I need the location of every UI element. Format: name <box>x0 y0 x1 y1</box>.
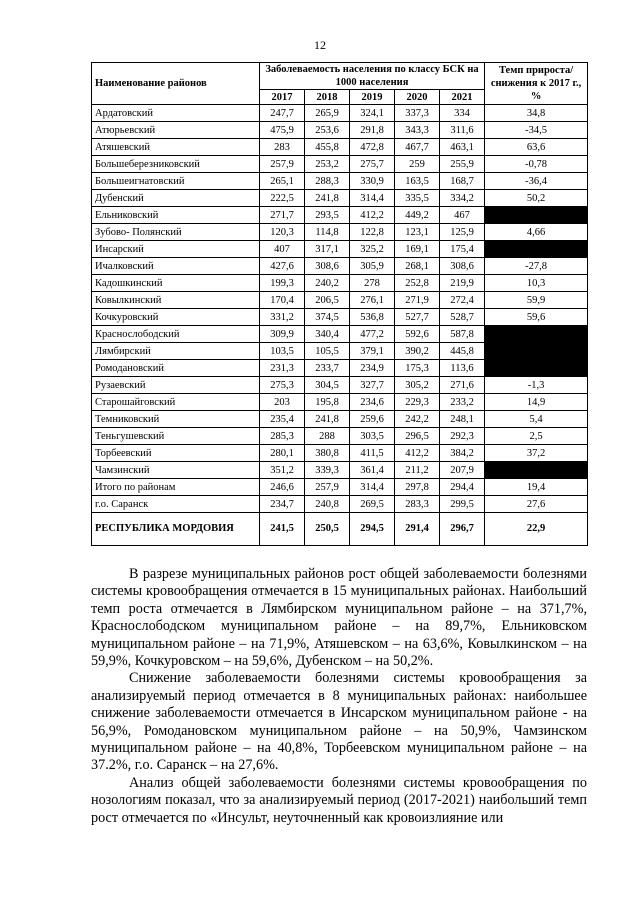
value-cell: 467,7 <box>395 139 440 156</box>
value-cell: 305,2 <box>395 377 440 394</box>
value-cell: 234,7 <box>260 496 305 513</box>
table-row <box>92 275 588 292</box>
rate-cell-blank <box>485 207 588 224</box>
value-cell: 304,5 <box>305 377 350 394</box>
value-cell: 123,1 <box>395 224 440 241</box>
value-cell: 113,6 <box>440 360 485 377</box>
rate-cell-blank <box>485 360 588 377</box>
value-cell: 311,6 <box>440 122 485 139</box>
district-name-cell: Торбеевский <box>92 445 260 462</box>
total-rate-cell: 22,9 <box>485 513 588 546</box>
table-row <box>92 173 588 190</box>
value-cell: 472,8 <box>350 139 395 156</box>
value-cell: 125,9 <box>440 224 485 241</box>
district-name-cell: Ельниковский <box>92 207 260 224</box>
value-cell: 477,2 <box>350 326 395 343</box>
table-row <box>92 462 588 479</box>
value-cell: 241,8 <box>305 411 350 428</box>
paragraph: Анализ общей заболеваемости болезнями системы кровообращения по нозологиям показал, что за анализируемый период (2017-2021) наибольший темп рост отмечается по «Инсульт, неуточненный как кровоизлияние или <box>91 774 587 826</box>
value-cell: 334 <box>440 105 485 122</box>
value-cell: 206,5 <box>305 292 350 309</box>
value-cell: 203 <box>260 394 305 411</box>
district-name-cell: Зубово- Полянский <box>92 224 260 241</box>
district-name-cell: Теньгушевский <box>92 428 260 445</box>
rate-cell-blank <box>485 326 588 343</box>
district-name-cell: Большеберезниковский <box>92 156 260 173</box>
value-cell: 317,1 <box>305 241 350 258</box>
value-cell: 343,3 <box>395 122 440 139</box>
district-name-cell: Кочкуровский <box>92 309 260 326</box>
table-row <box>92 496 588 513</box>
value-cell: 412,2 <box>350 207 395 224</box>
paragraph: В разрезе муниципальных районов рост общей заболеваемости болезнями системы кровообращения отмечается в 15 муниципальных районах. Наибольший темп роста отмечается в Лямбирском муниципальном районе – на 371,7%, Краснослободском муниципальном районе – на 89,7%, Ельниковском муниципальном районе – на 71,9%, Атяшевском – на 63,6%, Ковылкинском – на 59,9%, Кочкуровском – на 59,6%, Дубенском – на 50,2%. <box>91 566 587 670</box>
value-cell: 265,9 <box>305 105 350 122</box>
value-cell: 288,3 <box>305 173 350 190</box>
header-morbidity-group: Заболеваемость населения по классу БСК на 1000 населения <box>260 63 485 90</box>
rate-cell: -34,5 <box>485 122 588 139</box>
table-row <box>92 139 588 156</box>
value-cell: 240,2 <box>305 275 350 292</box>
total-value-cell: 294,5 <box>350 513 395 546</box>
district-name-cell: Темниковский <box>92 411 260 428</box>
header-year: 2020 <box>395 90 440 105</box>
value-cell: 305,9 <box>350 258 395 275</box>
value-cell: 340,4 <box>305 326 350 343</box>
value-cell: 259,6 <box>350 411 395 428</box>
table-row <box>92 207 588 224</box>
district-name-cell: Атяшевский <box>92 139 260 156</box>
value-cell: 314,4 <box>350 190 395 207</box>
value-cell: 170,4 <box>260 292 305 309</box>
value-cell: 175,4 <box>440 241 485 258</box>
value-cell: 234,6 <box>350 394 395 411</box>
value-cell: 120,3 <box>260 224 305 241</box>
value-cell: 475,9 <box>260 122 305 139</box>
header-year: 2017 <box>260 90 305 105</box>
table-row <box>92 479 588 496</box>
value-cell: 390,2 <box>395 343 440 360</box>
table-row <box>92 224 588 241</box>
rate-cell: 19,4 <box>485 479 588 496</box>
district-name-cell: Большеигнатовский <box>92 173 260 190</box>
value-cell: 528,7 <box>440 309 485 326</box>
header-year: 2019 <box>350 90 395 105</box>
rate-cell: -0,78 <box>485 156 588 173</box>
value-cell: 169,1 <box>395 241 440 258</box>
value-cell: 105,5 <box>305 343 350 360</box>
value-cell: 246,6 <box>260 479 305 496</box>
value-cell: 361,4 <box>350 462 395 479</box>
value-cell: 339,3 <box>305 462 350 479</box>
value-cell: 199,3 <box>260 275 305 292</box>
value-cell: 303,5 <box>350 428 395 445</box>
rate-cell: 50,2 <box>485 190 588 207</box>
rate-cell: -1,3 <box>485 377 588 394</box>
value-cell: 412,2 <box>395 445 440 462</box>
rate-cell: 59,9 <box>485 292 588 309</box>
value-cell: 297,8 <box>395 479 440 496</box>
value-cell: 384,2 <box>440 445 485 462</box>
value-cell: 253,6 <box>305 122 350 139</box>
value-cell: 335,5 <box>395 190 440 207</box>
district-name-cell: Ичалковский <box>92 258 260 275</box>
value-cell: 269,5 <box>350 496 395 513</box>
header-year: 2021 <box>440 90 485 105</box>
table-row <box>92 309 588 326</box>
value-cell: 276,1 <box>350 292 395 309</box>
value-cell: 314,4 <box>350 479 395 496</box>
value-cell: 463,1 <box>440 139 485 156</box>
value-cell: 334,2 <box>440 190 485 207</box>
value-cell: 248,1 <box>440 411 485 428</box>
value-cell: 233,2 <box>440 394 485 411</box>
value-cell: 467 <box>440 207 485 224</box>
value-cell: 592,6 <box>395 326 440 343</box>
table-row <box>92 156 588 173</box>
total-value-cell: 296,7 <box>440 513 485 546</box>
table-row <box>92 190 588 207</box>
value-cell: 309,9 <box>260 326 305 343</box>
value-cell: 536,8 <box>350 309 395 326</box>
value-cell: 229,3 <box>395 394 440 411</box>
total-value-cell: 241,5 <box>260 513 305 546</box>
table-row <box>92 411 588 428</box>
value-cell: 285,3 <box>260 428 305 445</box>
table-row <box>92 105 588 122</box>
rate-cell: -27,8 <box>485 258 588 275</box>
table-row <box>92 326 588 343</box>
value-cell: 247,7 <box>260 105 305 122</box>
value-cell: 271,9 <box>395 292 440 309</box>
value-cell: 337,3 <box>395 105 440 122</box>
value-cell: 103,5 <box>260 343 305 360</box>
table-body <box>92 105 588 546</box>
district-name-cell: Ардатовский <box>92 105 260 122</box>
rate-cell: 4,66 <box>485 224 588 241</box>
table-row <box>92 428 588 445</box>
value-cell: 272,4 <box>440 292 485 309</box>
table-row <box>92 394 588 411</box>
district-name-cell: г.о. Саранск <box>92 496 260 513</box>
value-cell: 527,7 <box>395 309 440 326</box>
value-cell: 252,8 <box>395 275 440 292</box>
value-cell: 255,9 <box>440 156 485 173</box>
value-cell: 265,1 <box>260 173 305 190</box>
value-cell: 283 <box>260 139 305 156</box>
value-cell: 271,6 <box>440 377 485 394</box>
value-cell: 308,6 <box>440 258 485 275</box>
value-cell: 114,8 <box>305 224 350 241</box>
value-cell: 175,3 <box>395 360 440 377</box>
value-cell: 293,5 <box>305 207 350 224</box>
value-cell: 271,7 <box>260 207 305 224</box>
value-cell: 257,9 <box>260 156 305 173</box>
value-cell: 240,8 <box>305 496 350 513</box>
value-cell: 283,3 <box>395 496 440 513</box>
rate-cell: -36,4 <box>485 173 588 190</box>
value-cell: 242,2 <box>395 411 440 428</box>
district-name-cell: Атюрьевский <box>92 122 260 139</box>
table-row <box>92 360 588 377</box>
rate-cell-blank <box>485 343 588 360</box>
district-name-cell: Чамзинский <box>92 462 260 479</box>
value-cell: 407 <box>260 241 305 258</box>
table-row <box>92 122 588 139</box>
table-row <box>92 258 588 275</box>
page-number: 12 <box>314 38 326 52</box>
value-cell: 331,2 <box>260 309 305 326</box>
value-cell: 380,8 <box>305 445 350 462</box>
rate-cell: 63,6 <box>485 139 588 156</box>
value-cell: 231,3 <box>260 360 305 377</box>
district-name-cell: Рузаевский <box>92 377 260 394</box>
value-cell: 351,2 <box>260 462 305 479</box>
header-year: 2018 <box>305 90 350 105</box>
value-cell: 253,2 <box>305 156 350 173</box>
value-cell: 587,8 <box>440 326 485 343</box>
table-row <box>92 241 588 258</box>
rate-cell-blank <box>485 241 588 258</box>
paragraph: Снижение заболеваемости болезнями системы кровообращения за анализируемый период отмечается в 8 муниципальных районах: наибольшее снижение заболеваемости отмечается в Инсарском муниципальном районе - на 56,9%, Ромодановском муниципальном районе – на 50,9%, Чамзинском муниципальном районе – на 40,8%, Торбеевском муниципальном районе – на 37.2%, г.о. Саранск – на 27,6%. <box>91 670 587 774</box>
rate-cell: 27,6 <box>485 496 588 513</box>
total-value-cell: 291,4 <box>395 513 440 546</box>
value-cell: 308,6 <box>305 258 350 275</box>
header-district-name: Наименование районов <box>92 63 260 105</box>
value-cell: 275,7 <box>350 156 395 173</box>
value-cell: 275,3 <box>260 377 305 394</box>
district-name-cell: Ромодановский <box>92 360 260 377</box>
value-cell: 278 <box>350 275 395 292</box>
value-cell: 288 <box>305 428 350 445</box>
table-total-row <box>92 513 588 546</box>
value-cell: 325,2 <box>350 241 395 258</box>
rate-cell: 59,6 <box>485 309 588 326</box>
district-name-cell: Итого по районам <box>92 479 260 496</box>
value-cell: 294,4 <box>440 479 485 496</box>
total-value-cell: 250,5 <box>305 513 350 546</box>
rate-cell: 2,5 <box>485 428 588 445</box>
district-name-cell: Краснослободский <box>92 326 260 343</box>
value-cell: 299,5 <box>440 496 485 513</box>
value-cell: 291,8 <box>350 122 395 139</box>
value-cell: 280,1 <box>260 445 305 462</box>
value-cell: 374,5 <box>305 309 350 326</box>
rate-cell-blank <box>485 462 588 479</box>
value-cell: 163,5 <box>395 173 440 190</box>
value-cell: 207,9 <box>440 462 485 479</box>
morbidity-table <box>91 62 588 546</box>
header-growth-rate: Темп прироста/снижения к 2017 г., % <box>485 63 588 105</box>
value-cell: 445,8 <box>440 343 485 360</box>
value-cell: 257,9 <box>305 479 350 496</box>
value-cell: 330,9 <box>350 173 395 190</box>
district-name-cell: Старошайговский <box>92 394 260 411</box>
rate-cell: 10,3 <box>485 275 588 292</box>
value-cell: 259 <box>395 156 440 173</box>
table-row <box>92 343 588 360</box>
rate-cell: 37,2 <box>485 445 588 462</box>
total-name-cell: РЕСПУБЛИКА МОРДОВИЯ <box>92 513 260 546</box>
value-cell: 379,1 <box>350 343 395 360</box>
value-cell: 268,1 <box>395 258 440 275</box>
rate-cell: 5,4 <box>485 411 588 428</box>
table-row <box>92 377 588 394</box>
value-cell: 195,8 <box>305 394 350 411</box>
value-cell: 292,3 <box>440 428 485 445</box>
value-cell: 222,5 <box>260 190 305 207</box>
rate-cell: 14,9 <box>485 394 588 411</box>
value-cell: 296,5 <box>395 428 440 445</box>
district-name-cell: Инсарский <box>92 241 260 258</box>
table-row <box>92 445 588 462</box>
value-cell: 235,4 <box>260 411 305 428</box>
value-cell: 411,5 <box>350 445 395 462</box>
value-cell: 324,1 <box>350 105 395 122</box>
district-name-cell: Ковылкинский <box>92 292 260 309</box>
value-cell: 219,9 <box>440 275 485 292</box>
value-cell: 327,7 <box>350 377 395 394</box>
value-cell: 168,7 <box>440 173 485 190</box>
district-name-cell: Кадошкинский <box>92 275 260 292</box>
value-cell: 234,9 <box>350 360 395 377</box>
rate-cell: 34,8 <box>485 105 588 122</box>
district-name-cell: Лямбирский <box>92 343 260 360</box>
district-name-cell: Дубенский <box>92 190 260 207</box>
value-cell: 122,8 <box>350 224 395 241</box>
value-cell: 211,2 <box>395 462 440 479</box>
value-cell: 449,2 <box>395 207 440 224</box>
value-cell: 455,8 <box>305 139 350 156</box>
value-cell: 427,6 <box>260 258 305 275</box>
table-row <box>92 292 588 309</box>
body-text <box>91 566 587 827</box>
value-cell: 233,7 <box>305 360 350 377</box>
value-cell: 241,8 <box>305 190 350 207</box>
